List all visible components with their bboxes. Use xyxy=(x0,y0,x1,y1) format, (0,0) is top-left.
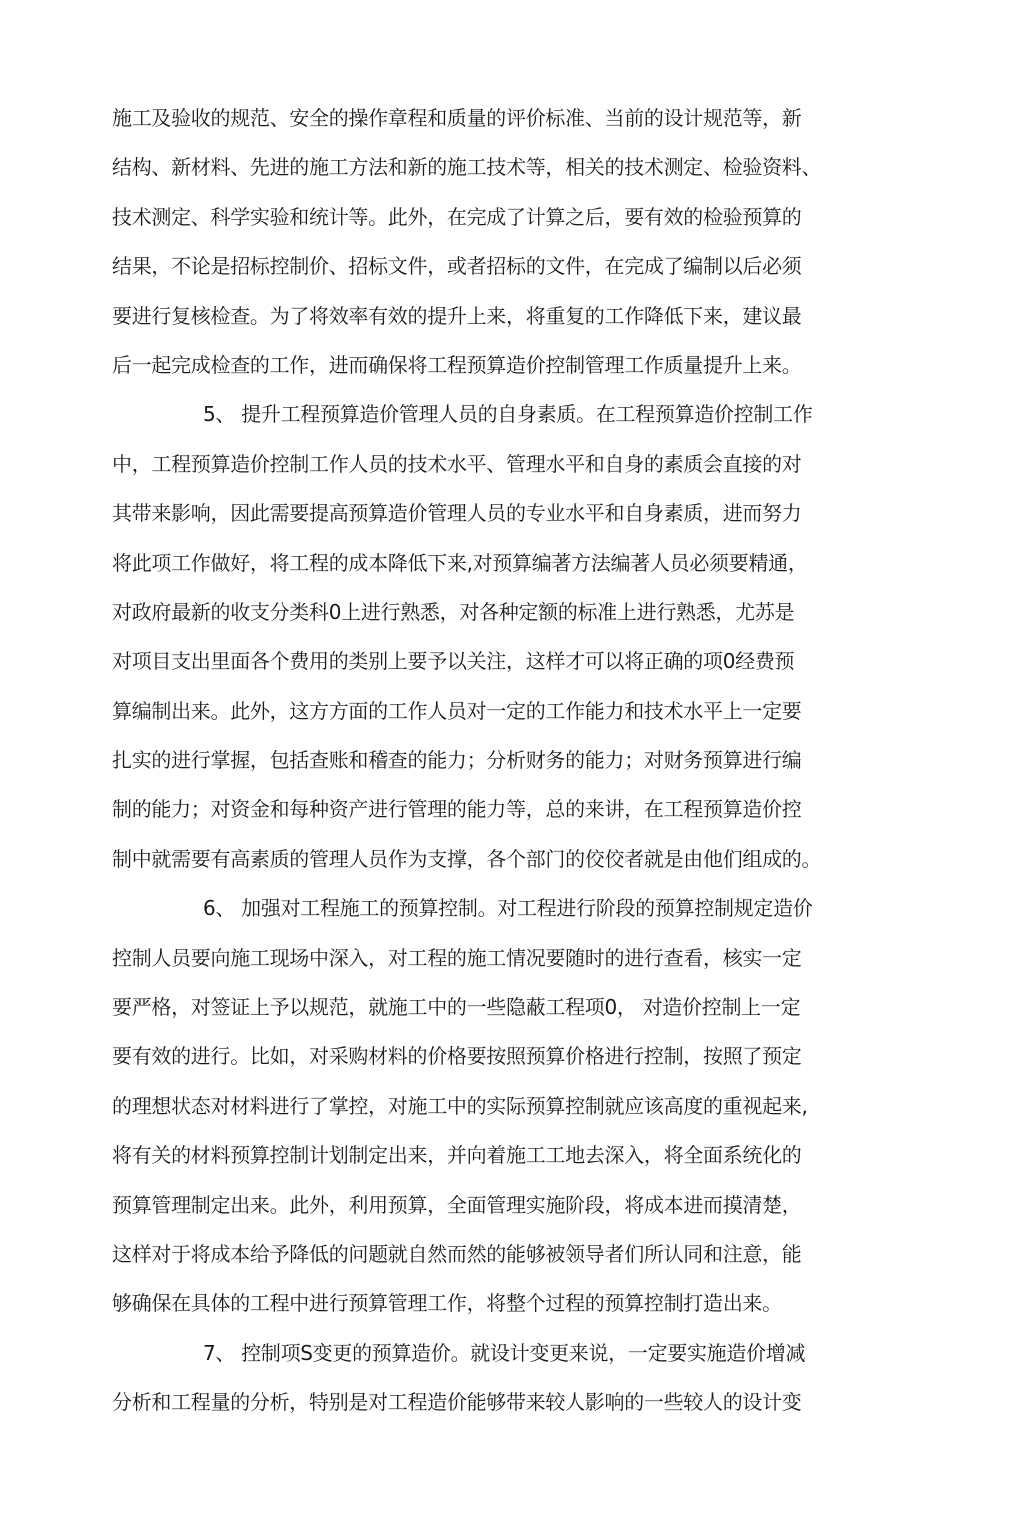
text-line: 施工及验收的规范、安全的操作章程和质量的评价标准、当前的设计规范等，新 xyxy=(112,106,802,130)
text-line: 对政府最新的收支分类科0上进行熟悉，对各种定额的标准上进行熟悉，尤苏是 xyxy=(112,599,795,624)
text-line: 结果，不论是招标控制价、招标文件，或者招标的文件，在完成了编制以后必须 xyxy=(112,254,802,279)
text-line: 预算管理制定出来。此外，利用预算，全面管理实施阶段，将成本进而摸清楚， xyxy=(112,1192,802,1217)
text-line: 将此项工作做好，将工程的成本降低下来,对预算编著方法编著人员必须要精通， xyxy=(112,550,808,575)
text-line: 对项目支出里面各个费用的类别上要予以关注，这样才可以将正确的项0经费预 xyxy=(112,649,795,674)
text-line: 算编制出来。此外，这方方面的工作人员对一定的工作能力和技术水平上一定要 xyxy=(112,698,802,723)
text-line: 将有关的材料预算控制计划制定出来，并向着施工工地去深入，将全面系统化的 xyxy=(112,1143,802,1168)
text-line: 中，工程预算造价控制工作人员的技术水平、管理水平和自身的素质会直接的对 xyxy=(112,451,802,476)
text-line: 后一起完成检查的工作，进而确保将工程预算造价控制管理工作质量提升上来。 xyxy=(112,352,802,377)
text-line: 控制人员要向施工现场中深入，对工程的施工情况要随时的进行查看，核实一定 xyxy=(112,945,802,970)
text-line: 要进行复核检查。为了将效率有效的提升上来，将重复的工作降低下来，建议最 xyxy=(112,303,802,328)
document-body xyxy=(112,98,902,1432)
text-line: 制的能力；对资金和每种资产进行管理的能力等，总的来讲，在工程预算造价控 xyxy=(112,797,802,822)
text-line: 扎实的进行掌握，包括查账和稽查的能力；分析财务的能力；对财务预算进行编 xyxy=(112,748,802,773)
text-line: 技术测定、科学实验和统计等。此外，在完成了计算之后，要有效的检验预算的 xyxy=(112,204,802,229)
text-line: 6、 加强对工程施工的预算控制。对工程进行阶段的预算控制规定造价 xyxy=(203,896,813,921)
text-line: 要严格，对签证上予以规范，就施工中的一些隐蔽工程项0， 对造价控制上一定 xyxy=(112,995,801,1020)
text-line: 这样对于将成本给予降低的问题就自然而然的能够被领导者们所认同和注意，能 xyxy=(112,1241,802,1266)
text-line: 7、 控制项S变更的预算造价。就设计变更来说，一定要实施造价增减 xyxy=(203,1340,806,1365)
text-line: 要有效的进行。比如，对采购材料的价格要按照预算价格进行控制，按照了预定 xyxy=(112,1044,802,1069)
text-line: 制中就需要有高素质的管理人员作为支撑，各个部门的佼佼者就是由他们组成的。 xyxy=(112,846,822,871)
text-line: 够确保在具体的工程中进行预算管理工作，将整个过程的预算控制打造出来。 xyxy=(112,1291,782,1316)
text-line: 的理想状态对材料进行了掌控，对施工中的实际预算控制就应该高度的重视起来, xyxy=(112,1093,808,1118)
text-line: 分析和工程量的分析，特别是对工程造价能够带来较人影响的一些较人的设计变 xyxy=(112,1390,802,1415)
text-line: 5、 提升工程预算造价管理人员的自身素质。在工程预算造价控制工作 xyxy=(203,402,813,427)
text-line: 结构、新材料、先进的施工方法和新的施工技术等，相关的技术测定、检验资料、 xyxy=(112,155,822,180)
text-line: 其带来影响，因此需要提高预算造价管理人员的专业水平和自身素质，进而努力 xyxy=(112,501,802,526)
